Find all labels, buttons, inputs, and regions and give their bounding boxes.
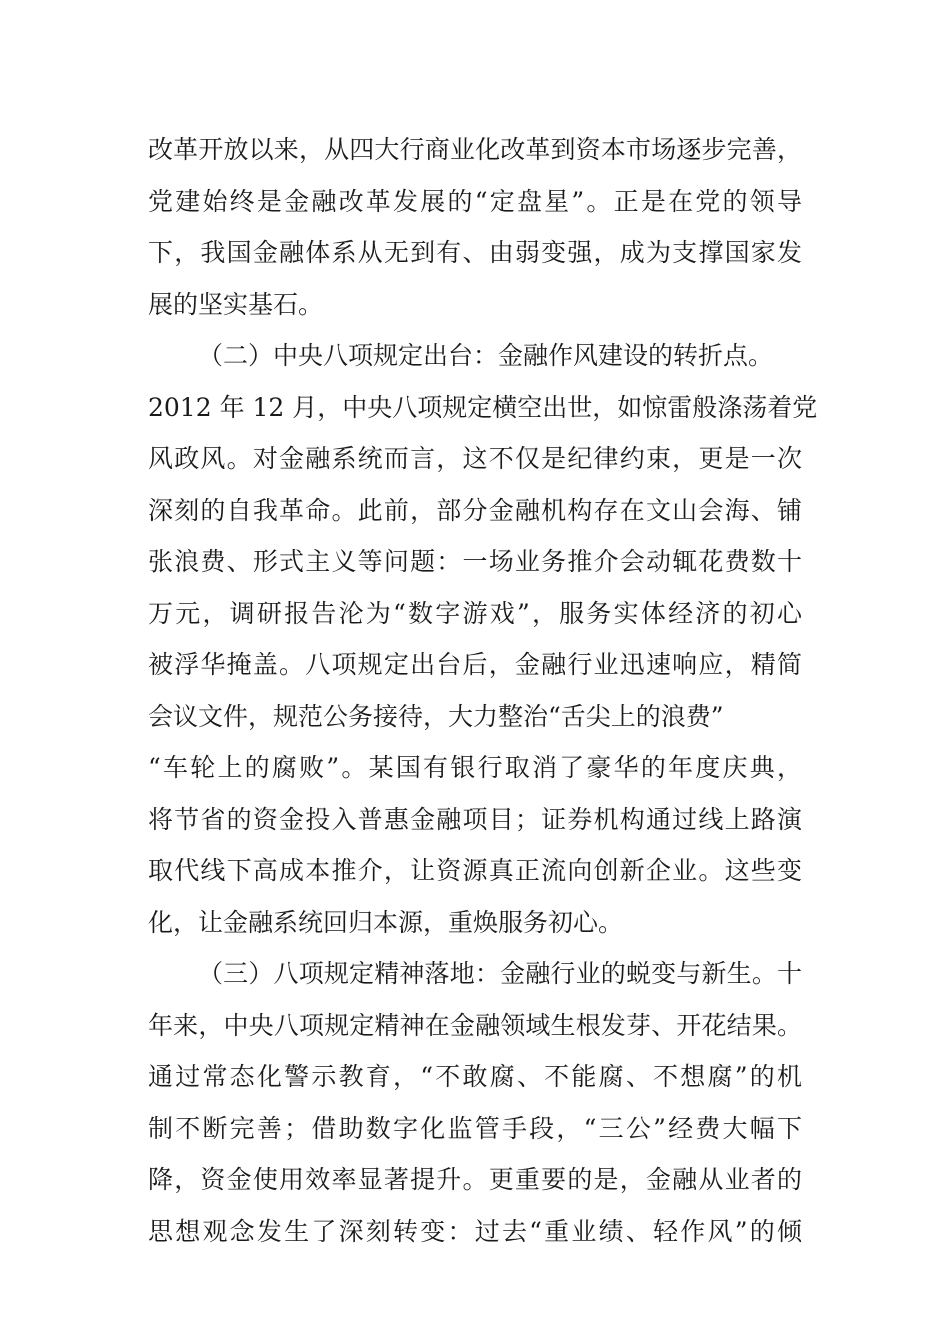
- text-line: 2012 年 12 月，中央八项规定横空出世，如惊雷般涤荡着党: [148, 392, 818, 422]
- text-line: 会议文件，规范公务接待，大力整治“舌尖上的浪费”: [148, 701, 724, 731]
- text-line: 风政风。对金融系统而言，这不仅是纪律约束，更是一次: [148, 444, 802, 473]
- text-line: 下，我国金融体系从无到有、由弱变强，成为支撑国家发: [148, 238, 802, 267]
- text-line: 深刻的自我革命。此前，部分金融机构存在文山会海、铺: [148, 495, 802, 525]
- text-line: 被浮华掩盖。八项规定出台后，金融行业迅速响应，精简: [148, 650, 802, 679]
- text-line: 党建始终是金融改革发展的“定盘星”。正是在党的领导: [148, 186, 802, 216]
- text-line: 化，让金融系统回归本源，重焕服务初心。: [148, 907, 624, 937]
- section-heading-2: （二）中央八项规定出台：金融作风建设的转折点。: [198, 341, 774, 370]
- text-line: 年来，中央八项规定精神在金融领域生根发芽、开花结果。: [148, 1010, 802, 1040]
- text-line: 展的坚实基石。: [148, 289, 324, 319]
- text-line: 改革开放以来，从四大行商业化改革到资本市场逐步完善，: [148, 135, 802, 164]
- text-line: 制不断完善；借助数字化监管手段，“三公”经费大幅下: [148, 1113, 802, 1143]
- text-line: 降，资金使用效率显著提升。更重要的是，金融从业者的: [148, 1165, 802, 1194]
- text-line: 取代线下高成本推介，让资源真正流向创新企业。这些变: [148, 856, 802, 885]
- text-line: “车轮上的腐败”。某国有银行取消了豪华的年度庆典，: [148, 753, 802, 782]
- text-line: 万元，调研报告沦为“数字游戏”，服务实体经济的初心: [148, 598, 802, 628]
- text-line: 通过常态化警示教育，“不敢腐、不能腐、不想腐”的机: [148, 1062, 802, 1091]
- text-line: 思想观念发生了深刻转变：过去“重业绩、轻作风”的倾: [148, 1216, 802, 1246]
- text-line: 将节省的资金投入普惠金融项目；证券机构通过线上路演: [148, 804, 802, 834]
- text-line: 张浪费、形式主义等问题：一场业务推介会动辄花费数十: [148, 547, 802, 576]
- body-text: [148, 124, 818, 1257]
- section-heading-3: （三）八项规定精神落地：金融行业的蜕变与新生。十: [198, 959, 802, 988]
